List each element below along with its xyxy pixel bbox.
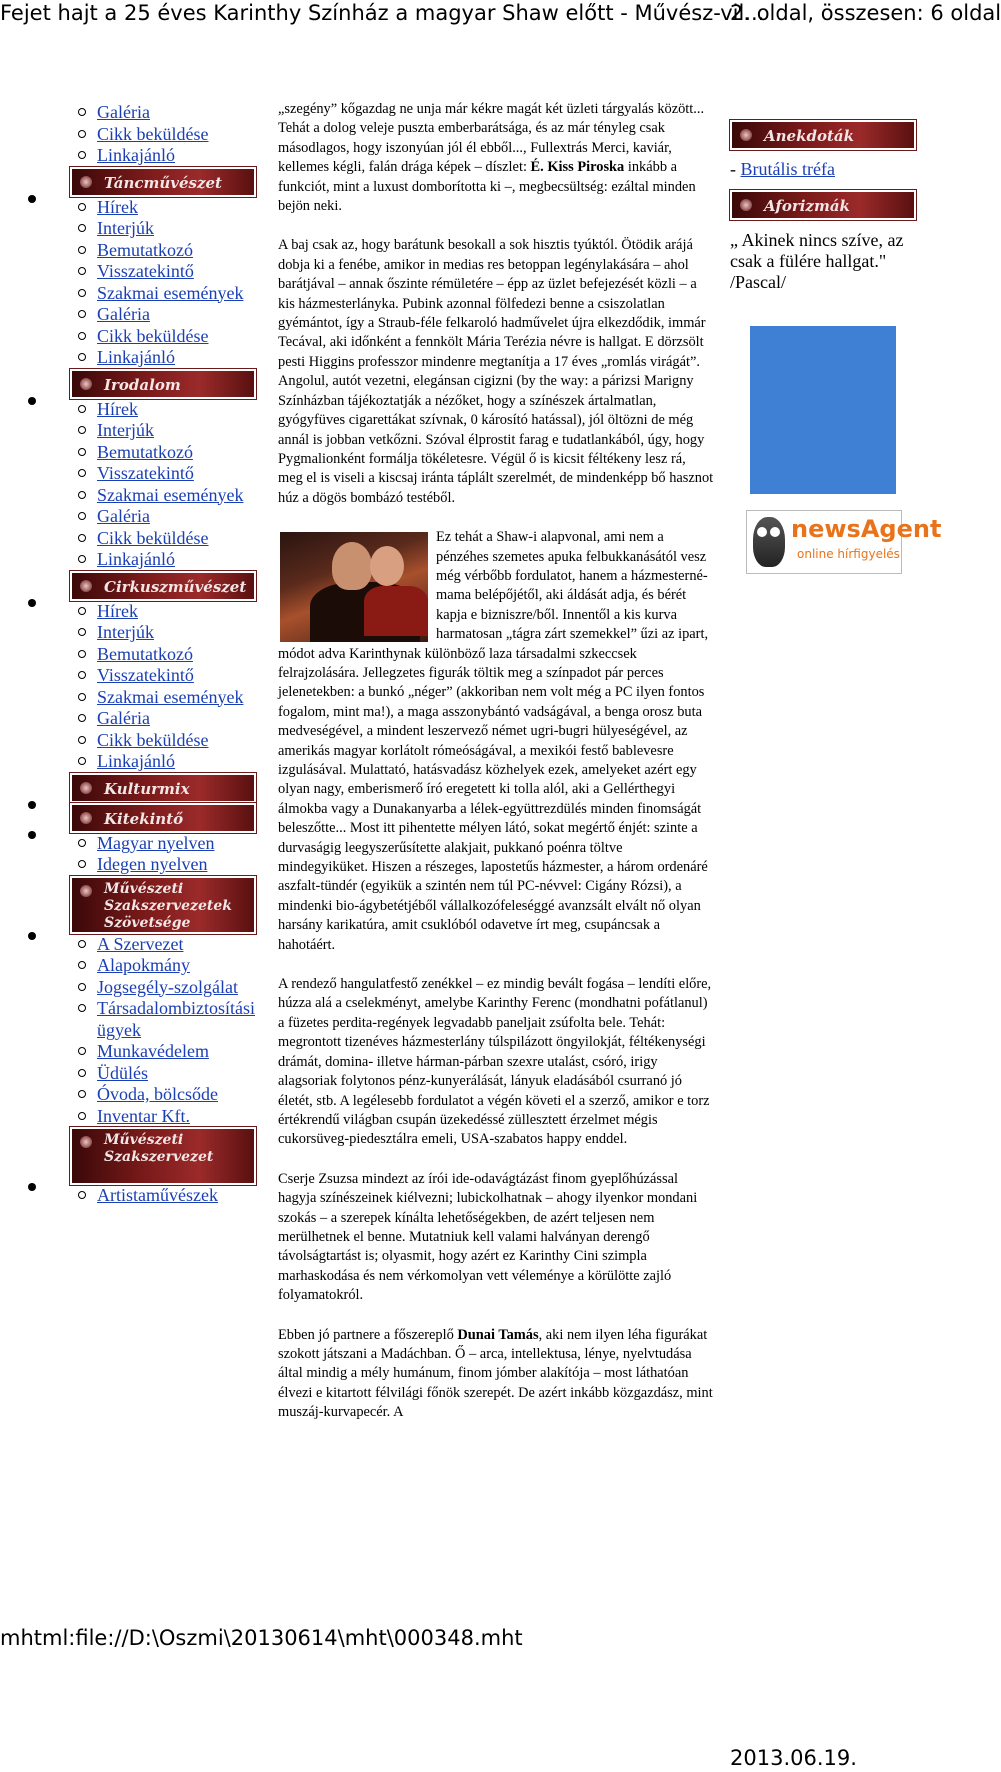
nav-item	[50, 1063, 280, 1085]
nav-link[interactable]: Bemutatkozó	[97, 643, 193, 664]
nav-sublist	[50, 399, 280, 571]
nav-section	[20, 167, 280, 369]
aforizma-quote: „ Akinek nincs szíve, az csak a fülére hallgat." /Pascal/	[730, 230, 904, 292]
list-ring-icon	[78, 203, 86, 211]
nav-link[interactable]: Visszatekintő	[97, 665, 194, 685]
nav-item	[50, 420, 280, 442]
nav-link[interactable]: Jogsegély-szolgálat	[97, 976, 238, 997]
nav-link[interactable]: Társadalombiztosítási ügyek	[97, 998, 255, 1040]
article-paragraph: A baj csak az, hogy barátunk besokall a sok hisztis tyúktól. Ötödik arájá dobja ki a fenébe, amikor in medias res betoppan legénylakására – ahol barátjával – annak őszinte rémületére – épp az üzlet befejezését közli – a kis házmesterlányka. Pubink azonnal fölfedezi benne a csiszolatlan gyémántot, így a Straub-féle felkaroló hadművelet újra elkezdődik, immár Tecával, aki időnként a fennkölt Mária Terézia névre is hallgat. E dörzsölt pesti Higgins professzor mindenre megtanítja a 17 éves „romlás virágát”. Angolul, autót vezetni, elegánsan cigizni (by the way: a párizsi Marigny Színházban tájékoztatják a nézőket, hogy a színészek ártalmatlan, gyógyfüves cigarettákat szívnak, 0 károsító hatással), jól öltözni de még annál is jobban vetkőzni. Szóval élprostit farag e tudatlankából, úgy, hogy Pygmalionként formálja tökéletesre. Végül ő is kicsit féltékeny lesz rá, meg el is viseli a kiscsaj iránta táplált szerelmét, de mindenképp bő hasznot húz a dögös bombázó testéből.	[278, 237, 714, 506]
anekdota-link[interactable]: Brutális tréfa	[740, 159, 835, 179]
article-paragraph	[278, 1326, 714, 1423]
aforizmak-banner[interactable]: Aforizmák	[730, 190, 916, 220]
nav-section	[20, 803, 280, 876]
nav-top-list	[50, 102, 280, 167]
article-bold-name: É. Kiss Piroska	[530, 159, 625, 176]
nav-link[interactable]: Szakmai események	[97, 484, 244, 505]
list-ring-icon	[78, 405, 86, 413]
nav-item	[50, 622, 280, 644]
article-bold-name: Dunai Tamás	[457, 1326, 539, 1343]
list-ring-icon	[78, 448, 86, 456]
nav-link[interactable]: Linkajánló	[97, 549, 175, 569]
page-header-pagecount: 2. oldal, összesen: 6 oldal	[730, 1, 1001, 25]
bullet-icon	[28, 831, 36, 839]
article-text: , aki nem ilyen léha figurákat szokott játszani a Madáchban. Ő – arca, intellektusa, lénye, nyelvtudása által mindig a mély humánum, finom jómber alakítója – most láthatóan élvezi e kitartott félvilági főnök szerepét. De azért inkább közgazdász, mint muszáj-kurvapecér. A	[278, 1326, 713, 1421]
nav-link[interactable]: Szakmai események	[97, 282, 244, 303]
list-ring-icon	[78, 332, 86, 340]
article-text: inkább a funkciót, mint a luxust domborította ki –, megbecsültség: ezáltal minden bejön neki.	[278, 159, 696, 215]
list-ring-icon	[78, 1090, 86, 1098]
list-ring-icon	[78, 224, 86, 232]
list-ring-icon	[78, 860, 86, 868]
list-ring-icon	[78, 757, 86, 765]
photo-face-woman	[370, 546, 404, 586]
bullet-icon	[28, 932, 36, 940]
bullet-icon	[28, 397, 36, 405]
list-ring-icon	[78, 983, 86, 991]
list-ring-icon	[78, 512, 86, 520]
nav-link[interactable]: A Szervezet	[97, 933, 184, 954]
nav-sublist	[50, 1185, 280, 1207]
photo-face-man	[332, 542, 372, 590]
nav-item	[50, 197, 280, 219]
list-ring-icon	[78, 607, 86, 615]
list-ring-icon	[78, 1112, 86, 1120]
nav-link[interactable]: Alapokmány	[97, 955, 190, 975]
footer-file-path: mhtml:file://D:\Oszmi\20130614\mht\000348.mht	[0, 1626, 523, 1650]
nav-link[interactable]: Linkajánló	[97, 751, 175, 771]
article-paragraph	[278, 528, 714, 955]
nav-item	[50, 833, 280, 855]
article-paragraph	[278, 100, 714, 216]
nav-link[interactable]: Visszatekintő	[97, 261, 194, 281]
list-ring-icon	[78, 693, 86, 701]
nav-item	[50, 485, 280, 507]
list-ring-icon	[78, 491, 86, 499]
nav-item	[50, 708, 280, 730]
list-ring-icon	[78, 940, 86, 948]
page-header-title: Fejet hajt a 25 éves Karinthy Színház a magyar Shaw előtt - Művész-vil...	[0, 1, 765, 25]
nav-item	[50, 304, 280, 326]
nav-link[interactable]: Interjúk	[97, 622, 154, 642]
nav-link[interactable]: Cikk beküldése	[97, 123, 209, 144]
nav-section	[20, 1127, 280, 1207]
list-ring-icon	[78, 671, 86, 679]
nav-link[interactable]: Bemutatkozó	[97, 441, 193, 462]
nav-item	[50, 240, 280, 262]
nav-link[interactable]: Munkavédelem	[97, 1041, 209, 1061]
list-ring-icon	[78, 1191, 86, 1199]
article-text: Ebben jó partnere a főszereplő	[278, 1326, 458, 1343]
nav-item	[50, 730, 280, 752]
left-nav	[20, 102, 280, 1207]
list-ring-icon	[78, 108, 86, 116]
nav-sublist	[50, 197, 280, 369]
nav-link[interactable]: Hírek	[97, 600, 138, 621]
article-text: Ez tehát a Shaw-i alapvonal, ami nem a pénzéhes szemetes apuka felbukkanásától vesz még vérbőbb fordulatot, hanem a házmesterné-mama belépőjétől, aki áldását adja, és bérét kapja e bizniszre/ből. Innentől a kis kurva harmatosan „tágra zárt szemekkel” űzi az ipart, módot adva Karinthynak különböző laza társadalmi szkeccsek felrajzolására. Jellegzetes figurák töltik meg a színpadot pár perces jelenetekben: a bunkó „néger” (akkoriban nem volt még a PC ilyen fontos fogalom, mint ma!), a maga asszonybántó vadságával, a benga orosz buta medveségével, a mindent leszervező német ugri-bugri hülyeségével, az amerikás magyar korlátolt rómeóságával, a mexikói festő bablevesre izgulásával. Mulattató, hatásvadász közhelyek ezek, amelyeket azért egy olyan nagy, emberismerő író eregetett ki tolla alól, aki a Gellérthegyi álmokba vagy a Dunakanyarba a lélek-együttrezdülés minden finomságát beleszőtte... Most itt pihentette mélyen látó, sokat megértő énjét: szinte a durvaságig leegyszerűsítette alakjait, pukkanó poénra töltve mindegyiküket. Hiszen a részeges, lapostetűs házmester, a három ordenáré aszfalt-tündér (egyikük a szintén nem túl PC-névvel: Cigány Rózsi), a mindenki bio-ágybetétjéből vállalkozófeleséggé avanzsált elvált nő olyan harsány karikatúra, amit csuklóból odavetve írt meg, csupáncsak a hahotáért.	[278, 529, 709, 953]
nav-sublist	[50, 601, 280, 773]
nav-link[interactable]: Artistaművészek	[97, 1185, 218, 1205]
nav-link[interactable]: Galéria	[97, 304, 150, 324]
nav-item	[50, 506, 280, 528]
footer-date: 2013.06.19.	[730, 1746, 857, 1770]
list-ring-icon	[78, 534, 86, 542]
nav-item	[50, 1106, 280, 1128]
nav-item	[50, 145, 280, 167]
list-ring-icon	[78, 130, 86, 138]
nav-section	[20, 773, 280, 803]
page-footer	[0, 1624, 960, 1770]
nav-section-banner[interactable]: Kitekintő	[70, 803, 256, 833]
nav-item	[50, 102, 280, 124]
nav-item	[50, 687, 280, 709]
nav-item	[50, 955, 280, 977]
nav-item	[50, 283, 280, 305]
nav-link[interactable]: Idegen nyelven	[97, 854, 208, 874]
article-photo	[280, 532, 428, 642]
nav-section	[20, 369, 280, 571]
nav-item	[50, 934, 280, 956]
anekdota-dash: -	[730, 159, 741, 179]
nav-link[interactable]: Hírek	[97, 196, 138, 217]
nav-item	[50, 1185, 280, 1207]
nav-link[interactable]: Cikk beküldése	[97, 527, 209, 548]
anekdotak-banner[interactable]: Anekdoták	[730, 120, 916, 150]
list-ring-icon	[78, 1004, 86, 1012]
nav-link[interactable]: Szakmai események	[97, 686, 244, 707]
nav-link[interactable]: Galéria	[97, 708, 150, 728]
bullet-icon	[28, 1183, 36, 1191]
nav-link[interactable]: Óvoda, bölcsőde	[97, 1084, 218, 1104]
nav-link[interactable]: Interjúk	[97, 420, 154, 440]
nav-link[interactable]: Galéria	[97, 506, 150, 526]
list-ring-icon	[78, 310, 86, 318]
nav-sublist	[50, 833, 280, 876]
photo-figure-woman	[364, 586, 428, 636]
list-ring-icon	[78, 628, 86, 636]
newsagent-tagline: online hírfigyelés	[797, 547, 900, 561]
nav-item	[50, 1084, 280, 1106]
list-ring-icon	[78, 555, 86, 563]
nav-item	[50, 218, 280, 240]
nav-item	[50, 665, 280, 687]
list-ring-icon	[78, 1047, 86, 1055]
nav-link[interactable]: Galéria	[97, 102, 150, 122]
nav-item	[50, 644, 280, 666]
nav-item	[50, 124, 280, 146]
nav-section-banner[interactable]: Művészeti Szakszervezet	[70, 1127, 256, 1185]
article-body	[278, 100, 714, 1443]
nav-item	[50, 854, 280, 876]
list-ring-icon	[78, 289, 86, 297]
nav-link[interactable]: Üdülés	[97, 1062, 148, 1083]
nav-link[interactable]: Hírek	[97, 398, 138, 419]
list-ring-icon	[78, 839, 86, 847]
bullet-icon	[28, 195, 36, 203]
right-sidebar	[730, 120, 942, 561]
nav-section-banner[interactable]: Művészeti Szakszervezetek Szövetsége	[70, 876, 256, 934]
anekdota-entry	[730, 158, 930, 180]
nav-section	[20, 876, 280, 1128]
nav-item	[50, 442, 280, 464]
owl-icon	[753, 517, 785, 567]
list-ring-icon	[78, 353, 86, 361]
nav-section-banner[interactable]: Táncművészet	[70, 167, 256, 197]
nav-item	[50, 347, 280, 369]
article-paragraph: A rendező hangulatfestő zenékkel – ez mindig bevált fogása – lendíti előre, húzza alá a cselekményt, amelybe Karinthy Ferenc (mondhatni pofátlanul) a füzetes perdita-regények legvadabb paneljait zsúfolta bele. Tehát: megrontott tizenéves házmesterlány túlspilázott öngyilokját, féltékenységi drámát, domina- illetve hárman-párban szexre utalást, csóró, irigy alagsoriak folytonos pénz-kunyerálását, lányuk eladásából csurranó jó életét, stb. A legélesebb fordulatot a végén követi el a szerző, amikor e torz értékrendű világban csupán üzekedéssé züllesztett érzelmet mégis cukorsüveg-piedesztálra emeli, USA-szabatos happy enddel.	[278, 976, 712, 1148]
newsagent-ad[interactable]	[746, 510, 942, 574]
list-ring-icon	[78, 736, 86, 744]
nav-item	[50, 601, 280, 623]
nav-item	[50, 326, 280, 348]
newsagent-logo-text: newsAgent	[791, 515, 942, 543]
nav-section-banner[interactable]: Kulturmix	[70, 773, 256, 803]
nav-section	[20, 571, 280, 773]
list-ring-icon	[78, 714, 86, 722]
list-ring-icon	[78, 961, 86, 969]
nav-item	[50, 998, 280, 1041]
list-ring-icon	[78, 426, 86, 434]
nav-link[interactable]: Interjúk	[97, 218, 154, 238]
article-text: „szegény” kőgazdag ne unja már kékre magát két üzleti tárgyalás között... Tehát a dolog veleje puszta emberbarátsága, és az már tényleg csak másodlagos, hogy iszonyúan jól él ebből..., Fullextrás Merci, kaviár, kellemes kégli, falán drága képek – díszlet:	[278, 101, 705, 176]
nav-section-banner[interactable]: Irodalom	[70, 369, 256, 399]
nav-item	[50, 977, 280, 999]
nav-item	[50, 463, 280, 485]
nav-sublist	[50, 934, 280, 1128]
list-ring-icon	[78, 246, 86, 254]
nav-item	[50, 399, 280, 421]
page-header	[0, 0, 1001, 30]
list-ring-icon	[78, 469, 86, 477]
nav-link[interactable]: Bemutatkozó	[97, 239, 193, 260]
nav-item	[50, 1041, 280, 1063]
nav-link[interactable]: Cikk beküldése	[97, 325, 209, 346]
bullet-icon	[28, 599, 36, 607]
list-ring-icon	[78, 1069, 86, 1077]
article-paragraph: Cserje Zsuzsa mindezt az írói ide-odavágtázást finom gyeplőhúzással hagyja színészeinek kiélvezni; lubickolhatnak – ahogy ilyenkor mondani szokás – a szerepek kínálta lehetőségekben, de azért teljesen nem merülhetnek el benne. Mutatniuk kell valami halványan derengő távolságtartást is; olyasmit, hogy azért ez Karinthy Cini szimpla marhaskodása és nem vérkomolyan vett véleménye a körülötte zajló folyamatokról.	[278, 1170, 698, 1304]
nav-link[interactable]: Linkajánló	[97, 347, 175, 367]
nav-link[interactable]: Visszatekintő	[97, 463, 194, 483]
nav-item	[50, 751, 280, 773]
nav-section-banner[interactable]: Cirkuszművészet	[70, 571, 256, 601]
ad-placeholder[interactable]	[750, 326, 896, 494]
list-ring-icon	[78, 650, 86, 658]
nav-sections	[20, 167, 280, 1207]
nav-top-section	[20, 102, 280, 167]
list-ring-icon	[78, 267, 86, 275]
nav-item	[50, 261, 280, 283]
list-ring-icon	[78, 151, 86, 159]
nav-link[interactable]: Magyar nyelven	[97, 832, 215, 853]
nav-item	[50, 549, 280, 571]
nav-link[interactable]: Cikk beküldése	[97, 729, 209, 750]
nav-link[interactable]: Inventar Kft.	[97, 1105, 190, 1126]
nav-link[interactable]: Linkajánló	[97, 145, 175, 165]
nav-item	[50, 528, 280, 550]
